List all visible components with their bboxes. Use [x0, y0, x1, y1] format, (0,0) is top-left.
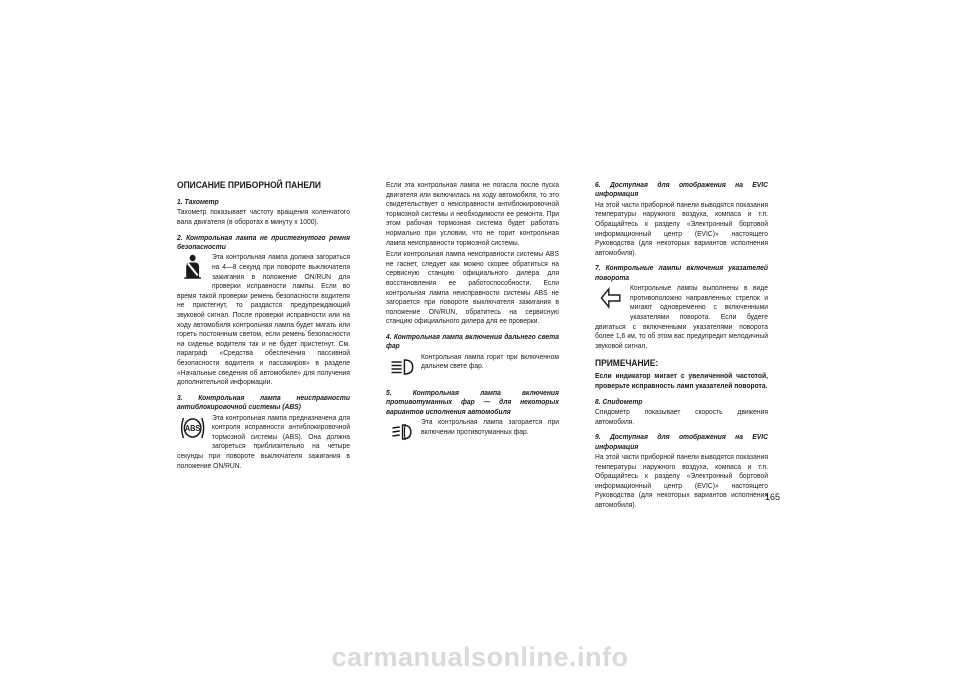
seatbelt-icon — [179, 254, 207, 280]
abs-continued-text: Если эта контрольная лампа не погасла после пуска двигателя или включилась на ходу автомобиля, то это свидетельствует о неисправности антиблокировочной тормозной системы и необходимости ее ремонта. При этом рабочая тормозная система будет работать нормально при условии, что не горит контрольная лампа неисправности тормозной системы. — [386, 180, 559, 247]
page-title: ОПИСАНИЕ ПРИБОРНОЙ ПАНЕЛИ — [177, 180, 321, 190]
turn-signal-block — [595, 283, 768, 350]
abs-service-text: Если контрольная лампа неисправности системы ABS не гаснет, следует как можно скорее обратиться на сервисную станцию официального дилера для восстановления ее работоспособности. Если контрольная лампа неисправности системы ABS не загорается при повороте выключателя зажигания в положение ON/RUN, обратитесь на сервисную станцию официального дилера для ее проверки. — [386, 249, 559, 326]
evic-text-1: На этой части приборной панели выводятся показания температуры наружного воздуха, компаса и т.п. Обращайтесь к разделу «Электронный бортовой информационный центр (EVIC)» настоящего Руководства (для некоторых вариантов исполнения автомобиля). — [595, 199, 768, 257]
note-title: ПРИМЕЧАНИЕ: — [595, 358, 659, 369]
fog-light-text: Эта контрольная лампа загорается при включении противотуманных фар. — [420, 416, 559, 436]
fog-light-block — [386, 417, 559, 447]
tachometer-text: Тахометр показывает частоту вращения коленчатого вала двигателя (в оборотах в минуту х 1000). — [177, 207, 350, 226]
evic-text-2: На этой части приборной панели выводятся показания температуры наружного воздуха, компаса и т.п. Обращайтесь к разделу «Электронный бортовой информационный центр (EVIC)» настоящего Руководства (для некоторых вариантов исполнения автомобиля). — [595, 451, 768, 509]
abs-icon — [179, 415, 207, 441]
turn-signal-heading: 7. Контрольные лампы включения указателей поворота — [595, 263, 768, 282]
note-text: Если индикатор мигает с увеличенной частотой, проверьте исправность ламп указателей поворота. — [595, 371, 768, 390]
abs-block — [177, 413, 350, 471]
abs-text: Эта контрольная лампа предназначена для контроля исправности антиблокировочной тормозной системы (ABS). Она должна загореться приблизительно на четыре секунды при повороте выключателя зажигания в положение ON/RUN. — [177, 412, 350, 470]
seatbelt-text: Эта контрольная лампа должна загораться на 4—8 секунд при повороте выключателя зажигания в положение ON/RUN для проверки исправности лампы. Если во время такой проверки ремень безопасности водителя не пристегнут, то раздастся предупреждающий звуковой сигнал. После проверки исправности или на ходу автомобиля контрольная лампа будет мигать или гореть постоянным светом, если ремень безопасности на сиденье водителя так и не будет пристегнут. См. параграф «Средства обеспечения пассивной безопасности водителя и пассажиров» в разделе «Начальные сведения об автомобиле» для получения дополнительной информации. — [177, 252, 350, 387]
turn-signal-icon — [597, 285, 625, 311]
column-middle — [386, 180, 559, 449]
tachometer-heading: 1. Тахометр — [177, 197, 219, 206]
seatbelt-block — [177, 252, 350, 386]
abs-heading: 3. Контрольная лампа неисправности антиблокировочной системы (ABS) — [177, 392, 350, 412]
turn-signal-text: Контрольные лампы выполнены в виде противоположно направленных стрелок и мигают одновременно с включенными указателями поворота. Если будете двигаться с включенными указателями поворота более 1,6 км, то об этом вас предупредит мелодичный звуковой сигнал. — [595, 283, 768, 350]
column-left — [177, 180, 350, 472]
fog-light-heading: 5. Контрольная лампа включения противотуманных фар — для некоторых вариантов исполнения автомобиля — [386, 387, 559, 416]
fog-light-icon — [388, 419, 416, 445]
high-beam-block — [386, 352, 559, 382]
page-number: 165 — [765, 492, 781, 502]
high-beam-text: Контрольная лампа горит при включенном дальнем свете фар. — [420, 351, 559, 371]
speedometer-heading: 8. Спидометр — [595, 396, 643, 406]
evic-heading-2: 9. Доступная для отображения на EVIC информация — [595, 432, 768, 451]
high-beam-icon — [388, 354, 416, 380]
watermark: carmanualsonline.info — [331, 642, 629, 672]
seatbelt-heading: 2. Контрольная лампа не пристегнутого ремня безопасности — [177, 232, 350, 251]
speedometer-text: Спидометр показывает скорость движения автомобиля. — [595, 406, 768, 426]
evic-heading-1: 6. Доступная для отображения на EVIC информация — [595, 180, 768, 199]
abs-icon-label: ABS — [184, 423, 201, 433]
column-right — [595, 180, 768, 512]
high-beam-heading: 4. Контрольная лампа включения дальнего света фар — [386, 331, 559, 351]
